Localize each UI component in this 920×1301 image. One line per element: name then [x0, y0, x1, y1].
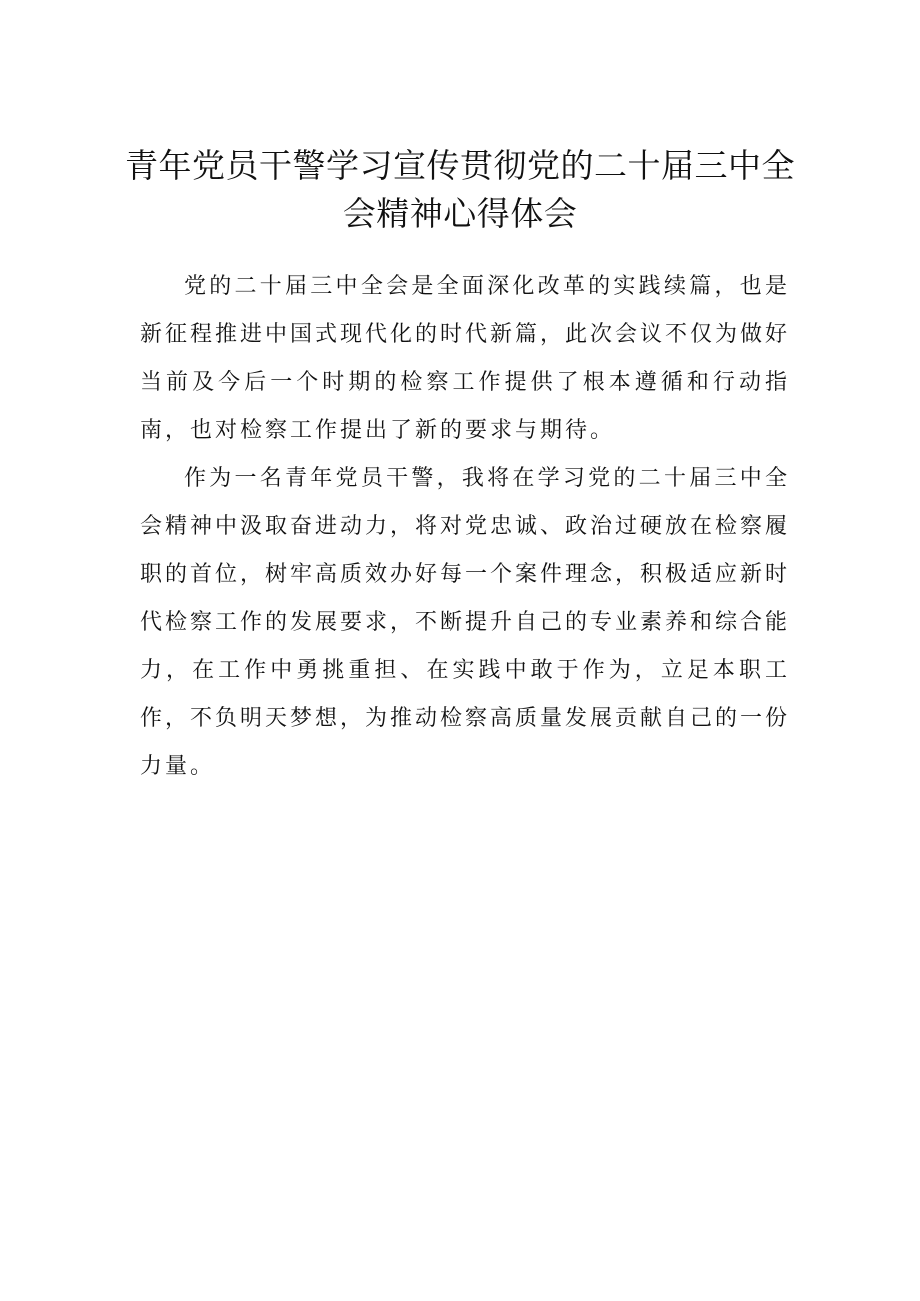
- document-title: [120, 142, 800, 238]
- title-line-2: 会精神心得体会: [342, 194, 578, 233]
- paragraph-1: 党的二十届三中全会是全面深化改革的实践续篇，也是新征程推进中国式现代化的时代新篇，此次会议不仅为做好当前及今后一个时期的检察工作提供了根本遵循和行动指南，也对检察工作提出了新的要求与期待。: [140, 274, 791, 443]
- title-line-1: 青年党员干警学习宣传贯彻党的二十届三中全: [125, 146, 795, 185]
- paragraph-2: 作为一名青年党员干警，我将在学习党的二十届三中全会精神中汲取奋进动力，将对党忠诚、政治过硬放在检察履职的首位，树牢高质效办好每一个案件理念，积极适应新时代检察工作的发展要求，不断提升自己的专业素养和综合能力，在工作中勇挑重担、在实践中敢于作为，立足本职工作，不负明天梦想，为推动检察高质量发展贡献自己的一份力量。: [140, 466, 791, 779]
- document-body: [140, 263, 790, 791]
